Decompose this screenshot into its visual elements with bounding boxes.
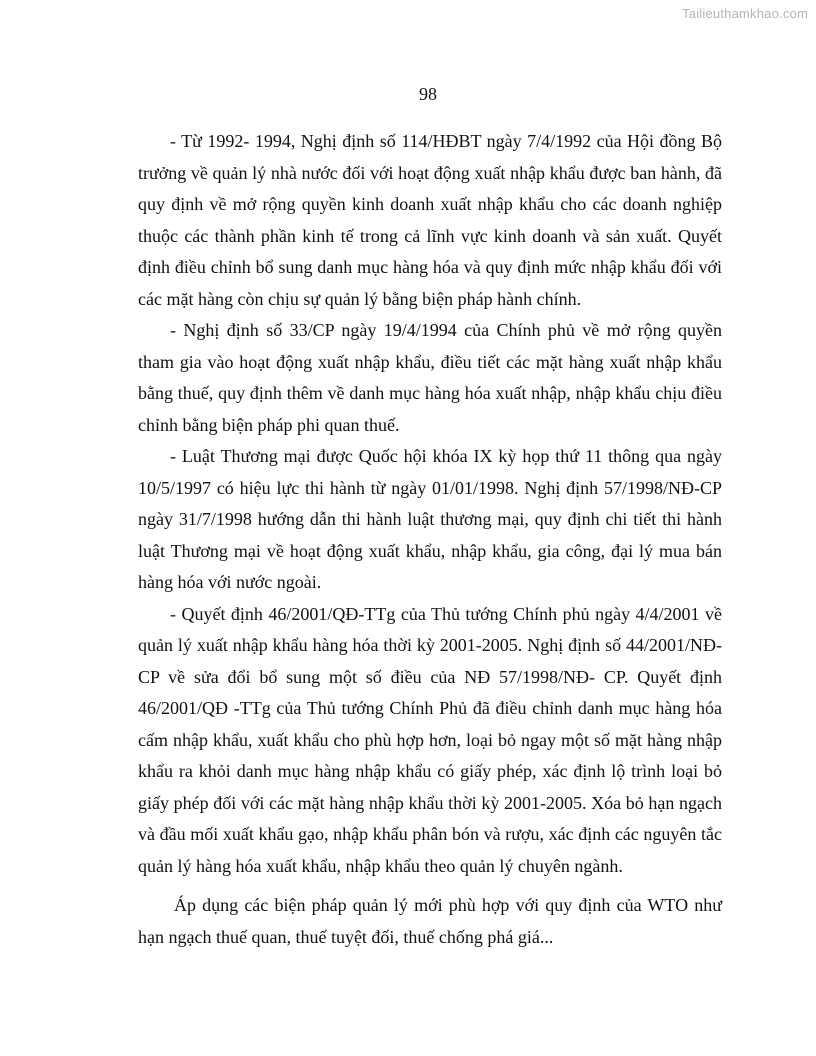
paragraph-decision-46: - Quyết định 46/2001/QĐ-TTg của Thủ tướng Chính phủ ngày 4/4/2001 về quản lý xuất nhập khẩu hàng hóa thời kỳ 2001-2005. Nghị định số 44/2001/NĐ- CP về sửa đổi bổ sung một số điều của NĐ 57/1998/NĐ- CP. Quyết định 46/2001/QĐ -TTg của Thủ tướng Chính Phủ đã điều chỉnh danh mục hàng hóa cấm nhập khẩu, xuất khẩu cho phù hợp hơn, loại bỏ ngay một số mặt hàng nhập khẩu ra khỏi danh mục hàng nhập khẩu có giấy phép, xác định lộ trình loại bỏ giấy phép đối với các mặt hàng nhập khẩu thời kỳ 2001-2005. Xóa bỏ hạn ngạch và đầu mối xuất khẩu gạo, nhập khẩu phân bón và rượu, xác định các nguyên tắc quản lý hàng hóa xuất khẩu, nhập khẩu theo quản lý chuyên ngành. <box>138 603 722 876</box>
paragraph-commercial-law: - Luật Thương mại được Quốc hội khóa IX kỳ họp thứ 11 thông qua ngày 10/5/1997 có hiệu lực thi hành từ ngày 01/01/1998. Nghị định 57/1998/NĐ-CP ngày 31/7/1998 hướng dẫn thi hành luật thương mại, quy định chi tiết thi hành luật Thương mại về hoạt động xuất khẩu, nhập khẩu, gia công, đại lý mua bán hàng hóa với nước ngoài. <box>138 446 722 592</box>
document-body <box>138 126 722 953</box>
page-number: 98 <box>419 84 437 104</box>
paragraph-decree-114: - Từ 1992- 1994, Nghị định số 114/HĐBT ngày 7/4/1992 của Hội đồng Bộ trưởng về quản lý nhà nước đối với hoạt động xuất nhập khẩu được ban hành, đã quy định về mở rộng quyền kinh doanh xuất nhập khẩu cho các doanh nghiệp thuộc các thành phần kinh tế trong cả lĩnh vực kinh doanh và sản xuất. Quyết định điều chỉnh bổ sung danh mục hàng hóa và quy định mức nhập khẩu đối với các mặt hàng còn chịu sự quản lý bằng biện pháp hành chính. <box>138 131 722 309</box>
paragraph-decree-33: - Nghị định số 33/CP ngày 19/4/1994 của Chính phủ về mở rộng quyền tham gia vào hoạt động xuất nhập khẩu, điều tiết các mặt hàng xuất nhập khẩu bằng thuế, quy định thêm về danh mục hàng hóa xuất nhập, nhập khẩu chịu điều chỉnh bằng biện pháp phi quan thuế. <box>138 320 722 435</box>
paragraph-wto-measures: Áp dụng các biện pháp quản lý mới phù hợp với quy định của WTO như hạn ngạch thuế quan, thuế tuyệt đối, thuế chống phá giá... <box>138 895 722 947</box>
watermark: Tailieuthamkhao.com <box>682 6 808 21</box>
